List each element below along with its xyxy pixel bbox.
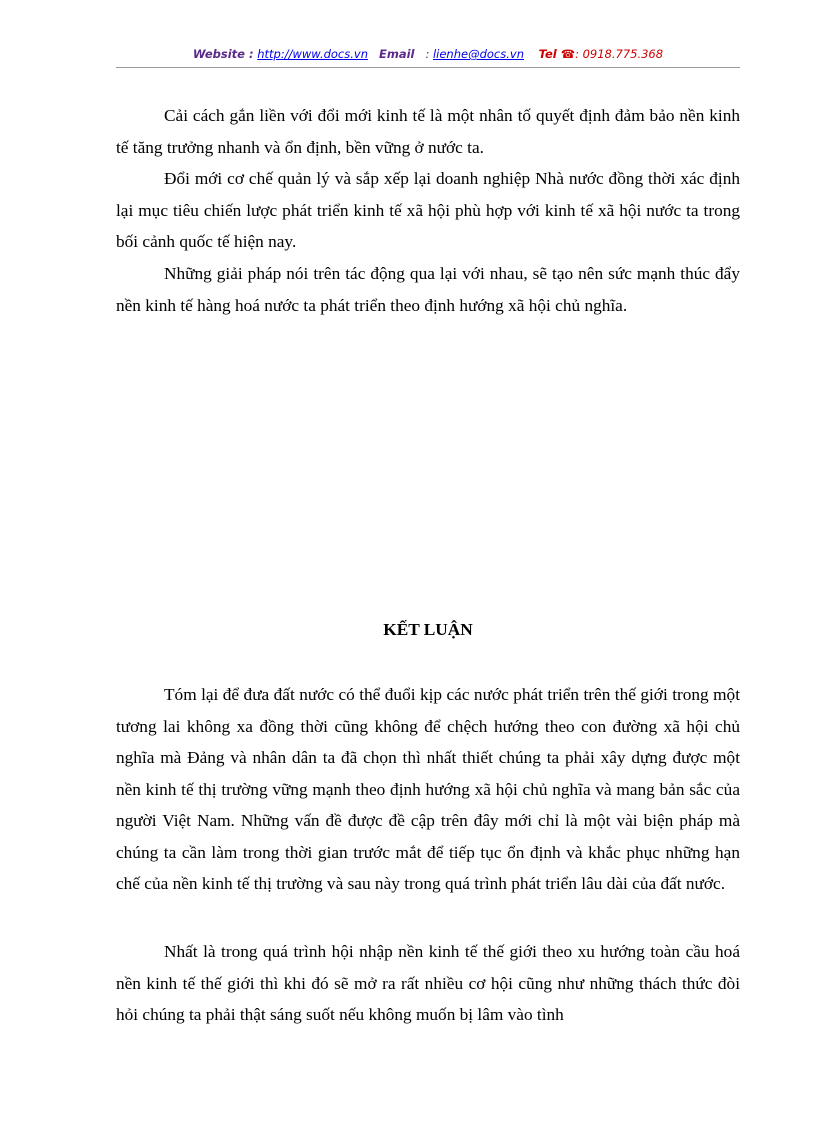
page-header — [116, 47, 740, 67]
paragraph-renovation: Đổi mới cơ chế quản lý và sắp xếp lại doanh nghiệp Nhà nước đồng thời xác định lại mục tiêu chiến lược phát triển kinh tế xã hội phù hợp với kinh tế xã hội nước ta trong bối cảnh quốc tế hiện nay. — [116, 169, 740, 251]
header-divider — [116, 67, 740, 68]
conclusion-paragraph-summary: Tóm lại để đưa đất nước có thể đuổi kịp các nước phát triển trên thế giới trong một tương lai không xa đồng thời cũng không để chệch hướng theo con đường xã hội chủ nghĩa mà Đảng và nhân dân ta đã chọn thì nhất thiết chúng ta phải xây dựng được một nền kinh tế thị trường vững mạnh theo định hướng xã hội chủ nghĩa và mang bản sắc của người Việt Nam. Những vấn đề được đề cập trên đây mới chỉ là một vài biện pháp mà chúng ta cần làm trong thời gian trước mắt để tiếp tục ổn định và khắc phục những hạn chế của nền kinh tế thị trường và sau này trong quá trình phát triển lâu dài của đất nước. — [116, 685, 740, 893]
website-link[interactable]: http://www.docs.vn — [257, 47, 369, 61]
paragraph-reform: Cải cách gắn liền với đổi mới kinh tế là một nhân tố quyết định đảm bảo nền kinh tế tăng trưởng nhanh và ổn định, bền vững ở nước ta. — [116, 106, 740, 157]
paragraph-solutions: Những giải pháp nói trên tác động qua lại với nhau, sẽ tạo nên sức mạnh thúc đẩy nền kinh tế hàng hoá nước ta phát triển theo định hướng xã hội chủ nghĩa. — [116, 264, 740, 315]
email-separator: : — [425, 47, 430, 61]
tel-label: Tel ☎ — [538, 47, 576, 61]
email-label: Email — [378, 47, 415, 61]
website-label: Website : — [192, 47, 254, 61]
conclusion-heading: KẾT LUẬN — [383, 620, 473, 639]
tel-number: : 0918.775.368 — [575, 47, 664, 61]
conclusion-paragraph-integration: Nhất là trong quá trình hội nhập nền kinh tế thế giới theo xu hướng toàn cầu hoá nền kinh tế thế giới thì khi đó sẽ mở ra rất nhiều cơ hội cũng như những thách thức đòi hỏi chúng ta phải thật sáng suốt nếu không muốn bị lâm vào tình — [116, 942, 740, 1024]
email-link[interactable]: lienhe@docs.vn — [432, 47, 524, 61]
